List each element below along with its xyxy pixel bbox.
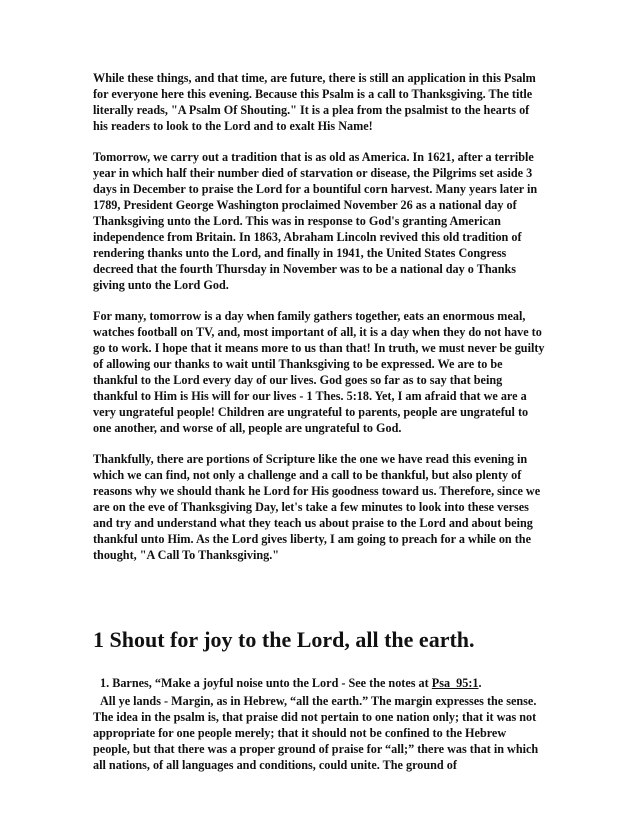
- commentary-continuation: [93, 693, 545, 773]
- paragraph-tradition: Tomorrow, we carry out a tradition that is as old as America. In 1621, after a terrible year in which half their number died of starvation or disease, the Pilgrims set aside 3 days in December to praise the Lord for a bountiful corn harvest. Many years later in 1789, President George Washington proclaimed November 26 as a national day of Thanksgiving unto the Lord. This was in response to God's granting American independence from Britain. In 1863, Abraham Lincoln revived this old tradition of rendering thanks unto the Lord, and finally in 1941, the United States Congress decreed that the fourth Thursday in November was to be a national day o Thanks giving unto the Lord God.: [93, 150, 538, 292]
- commentary-prefix: 1. Barnes, “Make a joyful noise unto the Lord - See the notes at: [100, 676, 432, 690]
- paragraph-thankfully: Thankfully, there are portions of Scripture like the one we have read this evening in which we can find, not only a challenge and a call to be thankful, but also plenty of reasons why we should thank he Lord for His goodness toward us. Therefore, since we are on the eve of Thanksgiving Day, let's take a few minutes to look into these verses and try and understand what they teach us about praise to the Lord and about being thankful unto Him. As the Lord gives liberty, I am going to preach for a while on the thought, "A Call To Thanksgiving.": [93, 452, 541, 562]
- commentary-block: [93, 675, 545, 773]
- paragraph-application: While these things, and that time, are future, there is still an application in this Psalm for everyone here this evening. Because this Psalm is a call to Thanksgiving. The title literally reads, "A Psalm Of Shouting." It is a plea from the psalmist to the hearts of his readers to look to the Lord and to exalt His Name!: [93, 71, 536, 133]
- commentary-continuation-start: All ye lands - Margin, as in Hebrew, “all the earth.” The margin expresses the: [100, 694, 504, 708]
- scripture-reference-link[interactable]: Psa_95:1: [431, 676, 479, 690]
- verse-heading: 1 Shout for joy to the Lord, all the earth.: [93, 627, 475, 652]
- commentary-continuation-rest: sense. The idea in the psalm is, that praise did not pertain to one nation only; that it was not appropriate for one people merely; that it should not be confined to the Hebrew people, but that there was a proper ground of praise for “all;” there was that in which all nations, of all languages and conditions, could unite. The ground of: [93, 694, 539, 772]
- document-page: [93, 70, 545, 773]
- commentary-suffix: .: [478, 676, 482, 690]
- paragraph-tomorrow: For many, tomorrow is a day when family gathers together, eats an enormous meal, watches football on TV, and, most important of all, it is a day when they do not have to go to work. I hope that it means more to us than that! In truth, we must never be guilty of allowing our thanks to wait until Thanksgiving to be expressed. We are to be thankful to the Lord every day of our lives. God goes so far as to say that being thankful to Him is His will for our lives - 1 Thes. 5:18. Yet, I am afraid that we are a very ungrateful people! Children are ungrateful to parents, people are ungrateful to one another, and worse of all, people are ungrateful to God.: [93, 309, 545, 435]
- commentary-first-line: [93, 675, 545, 691]
